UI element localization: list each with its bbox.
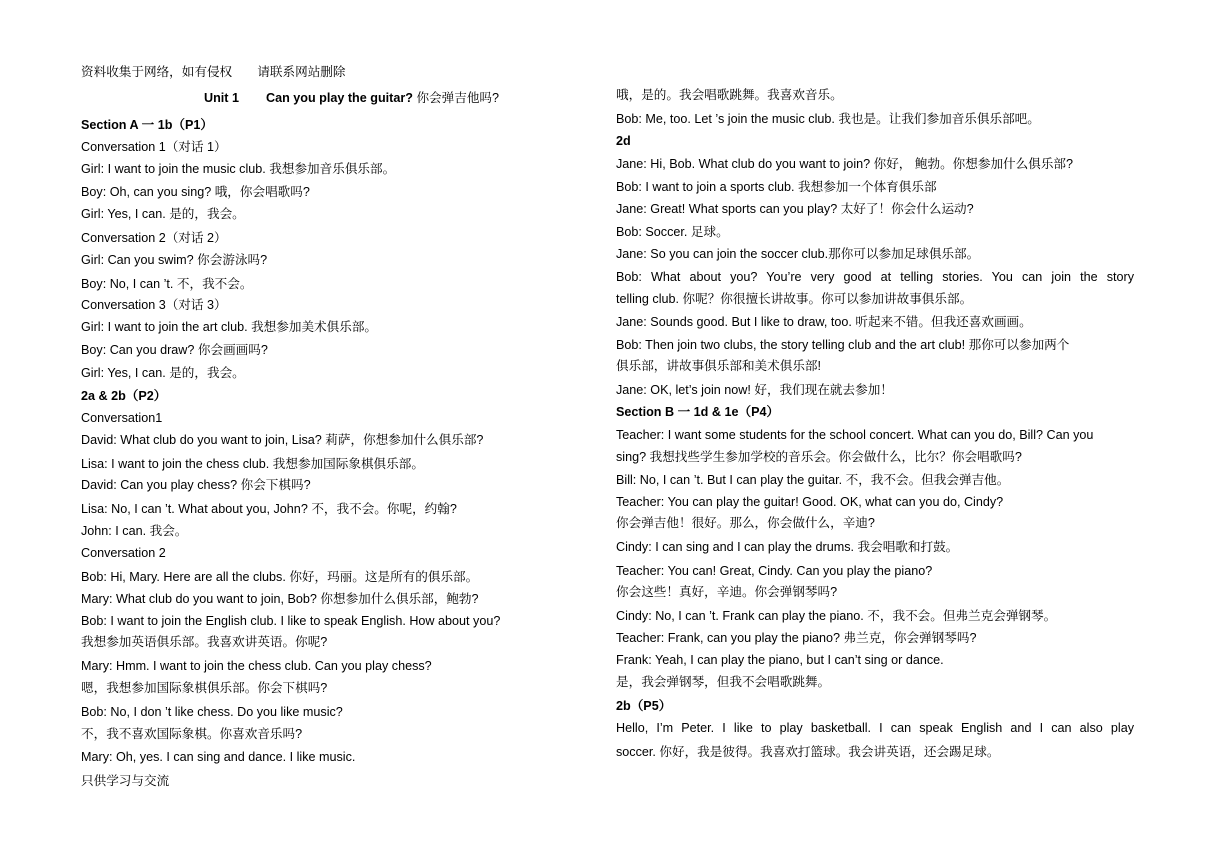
right-text-line: Bob: Soccer. 足球。 (616, 225, 729, 239)
left-text-line: Girl: Yes, I can. 是的，我会。 (81, 366, 245, 380)
left-text-line: David: Can you play chess? 你会下棋吗? (81, 478, 311, 492)
right-text-line: Teacher: I want some students for the school concert. What can you do, Bill? Can you (616, 428, 1094, 442)
left-text-line: Girl: Yes, I can. 是的，我会。 (81, 207, 245, 221)
right-text-line: Bob: I want to join a sports club. 我想参加一个体育俱乐部 (616, 180, 937, 194)
left-text-line: Conversation 2 (81, 546, 166, 560)
left-text-line: Boy: Can you draw? 你会画画吗? (81, 343, 268, 357)
left-text-line: Conversation 1（对话 1） (81, 140, 227, 154)
right-text-line: sing? 我想找些学生参加学校的音乐会。你会做什么，比尔？你会唱歌吗? (616, 450, 1022, 464)
left-text-line: Boy: Oh, can you sing? 哦，你会唱歌吗? (81, 185, 310, 199)
left-text-line: Conversation 2（对话 2） (81, 231, 227, 245)
right-text-line: Jane: Sounds good. But I like to draw, too. 听起来不错。但我还喜欢画画。 (616, 315, 1032, 329)
title-chinese: 你会弹吉他吗? (416, 91, 500, 105)
right-text-line: soccer. 你好，我是彼得。我喜欢打篮球。我会讲英语，还会踢足球。 (616, 745, 1000, 759)
right-text-line: telling club. 你呢？你很擅长讲故事。你可以参加讲故事俱乐部。 (616, 292, 973, 306)
left-text-line: 不，我不喜欢国际象棋。你喜欢音乐吗? (81, 727, 303, 741)
left-text-line: Conversation1 (81, 411, 163, 425)
left-text-line: 我想参加英语俱乐部。我喜欢讲英语。你呢? (81, 635, 328, 649)
right-text-line: Hello, I’m Peter. I like to play basketball. I can speak English and I can also play (616, 721, 1134, 735)
right-text-line: Bob: Me, too. Let ’s join the music club. 我也是。让我们参加音乐俱乐部吧。 (616, 112, 1040, 126)
header-note: 资料收集于网络，如有侵权 请联系网站删除 (81, 65, 346, 79)
left-text-line: Lisa: I want to join the chess club. 我想参加国际象棋俱乐部。 (81, 457, 424, 471)
right-text-line: Jane: OK, let’s join now! 好，我们现在就去参加！ (616, 383, 893, 397)
right-text-line: Jane: Great! What sports can you play? 太好了！你会什么运动? (616, 202, 974, 216)
left-text-line: Conversation 3（对话 3） (81, 298, 227, 312)
left-text-line: Mary: What club do you want to join, Bob? 你想参加什么俱乐部，鲍勃? (81, 592, 479, 606)
right-text-line: 2d (616, 134, 631, 148)
title-english: Can you play the guitar? (265, 91, 413, 105)
left-text-line: Bob: I want to join the English club. I like to speak English. How about you? (81, 614, 501, 628)
right-text-line: 你会这些！真好，辛迪。你会弹钢琴吗? (616, 585, 838, 599)
left-text-line: Mary: Hmm. I want to join the chess club. Can you play chess? (81, 659, 432, 673)
left-text-line: 嗯，我想参加国际象棋俱乐部。你会下棋吗? (81, 681, 328, 695)
right-text-line: Frank: Yeah, I can play the piano, but I can’t sing or dance. (616, 653, 944, 667)
right-text-line: Jane: Hi, Bob. What club do you want to join? 你好， 鲍勃。你想参加什么俱乐部? (616, 157, 1074, 171)
footer-note: 只供学习与交流 (81, 774, 170, 788)
left-text-line: Mary: Oh, yes. I can sing and dance. I like music. (81, 750, 356, 764)
left-text-line: Boy: No, I can ’t. 不，我不会。 (81, 277, 253, 291)
right-text-line: 2b（P5） (616, 699, 672, 713)
right-text-line: Teacher: You can play the guitar! Good. OK, what can you do, Cindy? (616, 495, 1004, 509)
right-text-line: Bill: No, I can ’t. But I can play the guitar. 不，我不会。但我会弹吉他。 (616, 473, 1010, 487)
page-title (204, 90, 499, 106)
left-text-line: Section A 一 1b（P1） (81, 118, 214, 132)
unit-label: Unit 1 (204, 91, 239, 105)
left-text-line: Bob: Hi, Mary. Here are all the clubs. 你好，玛丽。这是所有的俱乐部。 (81, 570, 479, 584)
right-text-line: Bob: What about you? You’re very good at telling stories. You can join the story (616, 270, 1134, 284)
right-text-line: Teacher: Frank, can you play the piano? 弗兰克，你会弹钢琴吗? (616, 631, 977, 645)
right-text-line: Cindy: No, I can ’t. Frank can play the piano. 不，我不会。但弗兰克会弹钢琴。 (616, 609, 1057, 623)
right-text-line: Teacher: You can! Great, Cindy. Can you play the piano? (616, 564, 933, 578)
right-text-line: Cindy: I can sing and I can play the drums. 我会唱歌和打鼓。 (616, 540, 959, 554)
right-text-line: Section B 一 1d & 1e（P4） (616, 405, 780, 419)
right-text-line: 俱乐部，讲故事俱乐部和美术俱乐部! (616, 359, 821, 373)
right-text-line: 是，我会弹钢琴，但我不会唱歌跳舞。 (616, 675, 831, 689)
left-text-line: Bob: No, I don ’t like chess. Do you like music? (81, 705, 343, 719)
left-text-line: Girl: Can you swim? 你会游泳吗? (81, 253, 268, 267)
left-text-line: Girl: I want to join the music club. 我想参加音乐俱乐部。 (81, 162, 396, 176)
left-text-line: John: I can. 我会。 (81, 524, 188, 538)
right-text-line: 你会弹吉他！很好。那么，你会做什么，辛迪? (616, 516, 875, 530)
left-text-line: Lisa: No, I can ’t. What about you, John? 不，我不会。你呢，约翰? (81, 502, 457, 516)
right-text-line: 哦，是的。我会唱歌跳舞。我喜欢音乐。 (616, 88, 843, 102)
left-text-line: David: What club do you want to join, Lisa? 莉萨，你想参加什么俱乐部? (81, 433, 484, 447)
left-text-line: Girl: I want to join the art club. 我想参加美术俱乐部。 (81, 320, 378, 334)
left-text-line: 2a & 2b（P2） (81, 389, 167, 403)
right-text-line: Jane: So you can join the soccer club.那你可以参加足球俱乐部。 (616, 247, 980, 261)
right-text-line: Bob: Then join two clubs, the story telling club and the art club! 那你可以参加两个 (616, 338, 1070, 352)
